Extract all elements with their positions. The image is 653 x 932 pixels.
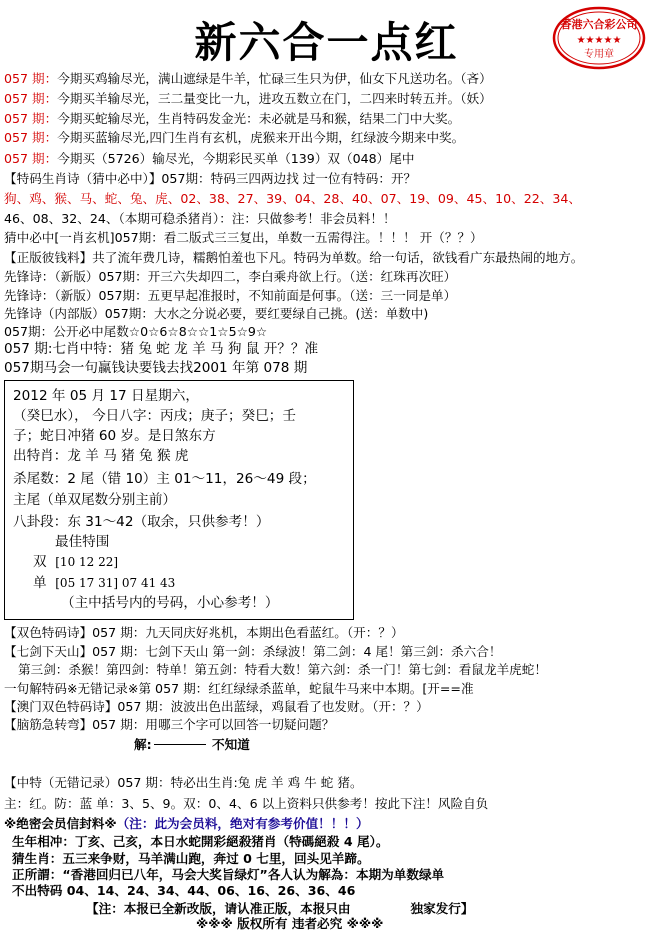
text-line: 【澳门双色特码诗】057 期：波波出色出蓝绿，鸡鼠看了也发财。（开：？） [4,699,429,714]
box-note: （主中括号内的号码，小心参考！） [61,595,279,611]
copyright-line: ※※※ 版权所有 违者必究 ※※※ [196,916,384,931]
box-chute: 出特肖：龙 羊 马 猪 兔 猴 虎 [13,448,189,464]
text-line: 46、08、32、24、（本期可稳杀猪肖）：注：只做参考！非会员料！！ [4,211,396,226]
text-line: 一句解特码※无错记录※第 057 期：红红绿绿杀蓝单，蛇鼠牛马来中本期。[开==准 [4,681,474,696]
info-box [4,380,354,620]
vip-line: 不出特码 04、14、24、34、44、06、16、26、36、46 [12,883,356,898]
text-line: 057 期：今期买蛇输尽光，生肖特码发金光：未必就是马和猴，结果二门中大奖。 [4,111,461,126]
box-bazi: （癸巳水）， 今日八字：丙戌；庚子；癸巳；壬 [13,408,296,424]
text-line: 057 期：今期买（5726）输尽光，今期彩民买单（139）双（048）尾中 [4,151,415,166]
box-zhuwei: 主尾（单双尾数分别主前） [13,492,177,508]
text-line: 狗、鸡、猴、马、蛇、兔、虎、02、38、27、39、04、28、40、07、19、09、45、10、22、34、 [4,191,581,206]
company-stamp [552,6,646,70]
box-shawei: 杀尾数：2 尾（错 10）主 01～11，26～49 段； [13,471,316,487]
box-shuang: 双 [10 12 22] [33,554,119,570]
answer-label: 解: [134,737,152,752]
text-line: 【脑筋急转弯】057 期：用哪三个字可以回答一切疑问题？ [4,717,335,732]
text-line: 先锋诗：（新版）057期：开三六失却四二，李白乘舟欲上行。（送：红珠再次旺） [4,269,457,284]
text-line: 【七剑下天山】057 期：七剑下天山 第一剑：杀绿波！第二剑：4 尾！第三剑：杀六合！ [4,644,502,659]
vip-notice: 【注：本报已全新改版，请认准正版，本报只由 独家发行】 [86,901,474,916]
answer-text: 不知道 [212,737,250,752]
text-line: 057期：公开必中尾数☆0☆6☆8☆☆1☆5☆9☆ [4,324,268,339]
box-dan: 单 [05 17 31] 07 41 43 [33,575,176,591]
text-line: 057 期：今期买羊输尽光，三二量变比一九，进攻五数立在门，二四来时转五并。（妖） [4,91,492,106]
box-chong: 子；蛇日冲猪 60 岁。是日煞东方 [13,428,216,444]
answer-rule [154,744,206,745]
text-line: 【正版彼钱料】共了流年费几诗，糯鹅怕羞也下凡。特码为单数。给一句话，欲钱看广东最热闹的地方。 [4,250,584,265]
page-title: 新六合一点红 [194,18,459,67]
text-line: 057 期：今期买鸡输尽光，满山遮绿是牛羊，忙碌三生只为伊，仙女下凡送功名。（吝） [4,71,492,86]
vip-line: 正所謂：“香港回归已八年，马会大奖旨绿灯”各人认为解為：本期为单数绿单 [12,867,445,882]
vip-line: 生年相冲：丁亥、己亥，本日水蛇開彩絕殺猪肖（特碼絕殺 4 尾）。 [12,834,389,849]
text-line: 第三剑：杀猴！第四剑：特单！第五剑：特看大数！第六剑：杀一门！第七剑：看鼠龙羊虎蛇！ [18,662,547,677]
zhu-line: 主：红。防：蓝 单：3、5、9。双：0、4、6 以上资料只供参考！按此下注！风险自负 [4,796,489,811]
text-line: 【特码生肖诗（猜中必中）】057期：特码三四两边找 过一位有特码：开？ [4,171,417,186]
svg-text:专用章: 专用章 [584,49,614,60]
box-bagua: 八卦段：东 31～42（取余，只供参考！） [13,514,270,530]
svg-text:香港六合彩公司: 香港六合彩公司 [560,18,638,31]
text-line: 猜中必中[一肖玄机]057期：看二版式三三复出，单数一五需得注。！！！ 开（？？） [4,230,483,245]
text-line: 057期马会一句赢钱诀要钱去找2001 年第 078 期 [4,360,308,376]
text-line: 057 期:七肖中特：猪 兔 蛇 龙 羊 马 狗 鼠 开？？准 [4,341,319,357]
text-line: 先锋诗：（新版）057期：五更早起准报时，不知前面是何事。（送：三一同是单） [4,288,457,303]
zhongte-line: 【中特（无错记录）057 期：特必出生肖:兔 虎 羊 鸡 牛 蛇 猪。 [4,775,363,790]
box-best: 最佳特围 [55,534,110,550]
box-date: 2012 年 05 月 17 日星期六， [13,388,199,404]
text-line: 先锋诗（内部版）057期：大水之分说必要，要红要绿自己挑。(送：单数中) [4,306,429,321]
text-line: 【双色特码诗】057 期：九天同庆好兆机，本期出色看蓝红。（开：？） [4,625,404,640]
svg-text:★★★★★: ★★★★★ [576,35,622,46]
vip-line: 猜生肖：五三来争财，马羊满山跑，奔过 0 七里，回头见羊蹄。 [12,851,370,866]
vip-header: ※绝密会员信封料※（注：此为会员料，绝对有参考价值！！！） [4,816,369,831]
text-line: 057 期：今期买蓝输尽光,四门生肖有玄机，虎猴来开出今期，红绿波今期来中奖。 [4,130,465,145]
